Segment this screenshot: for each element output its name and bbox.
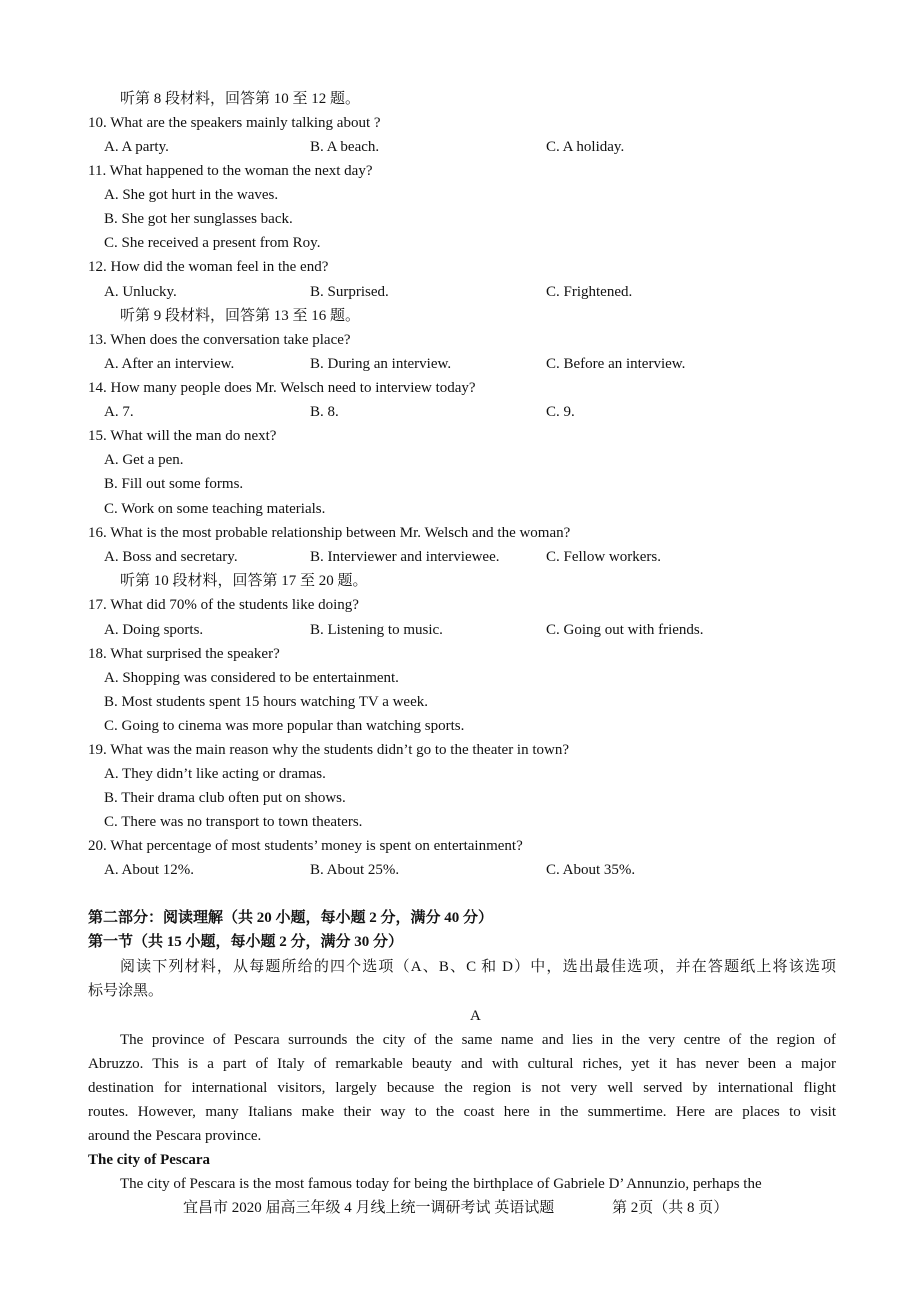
question-13: 13. When does the conversation take place? xyxy=(88,332,351,348)
listening-intro-9: 听第 9 段材料，回答第 13 至 16 题。 xyxy=(120,308,361,324)
option-a: A. After an interview. xyxy=(104,356,235,372)
option-c: C. A holiday. xyxy=(546,139,625,155)
option-a: A. Doing sports. xyxy=(104,622,204,638)
option-b: B. Most students spent 15 hours watching TV a week. xyxy=(104,694,429,710)
option-a: A. Get a pen. xyxy=(104,452,184,468)
option-b: B. During an interview. xyxy=(310,356,452,372)
option-b: B. Fill out some forms. xyxy=(104,476,244,492)
paragraph-line: The province of Pescara surrounds the city of the same name and lies in the very centre of the region of xyxy=(120,1032,836,1048)
paragraph-line: routes. However, many Italians make their way to the coast here in the summertime. Here are places to visit xyxy=(88,1104,836,1120)
option-a: A. A party. xyxy=(104,139,169,155)
option-a: A. 7. xyxy=(104,404,134,420)
option-b: B. A beach. xyxy=(310,139,380,155)
listening-intro-8: 听第 8 段材料，回答第 10 至 12 题。 xyxy=(120,91,361,107)
instruction-line: 阅读下列材料，从每题所给的四个选项（A、B、C 和 D）中，选出最佳选项，并在答题纸上将该选项 xyxy=(120,959,836,975)
option-b: B. She got her sunglasses back. xyxy=(104,211,293,227)
question-10: 10. What are the speakers mainly talking about ? xyxy=(88,115,381,131)
question-16: 16. What is the most probable relationship between Mr. Welsch and the woman? xyxy=(88,525,571,541)
question-18: 18. What surprised the speaker? xyxy=(88,646,280,662)
option-c: C. Work on some teaching materials. xyxy=(104,501,326,517)
option-a: A. Boss and secretary. xyxy=(104,549,238,565)
option-c: C. There was no transport to town theaters. xyxy=(104,814,363,830)
option-a: A. They didn’t like acting or dramas. xyxy=(104,766,326,782)
instruction-line: 标号涂黑。 xyxy=(88,983,164,999)
passage-label: A xyxy=(470,1008,481,1024)
option-a: A. She got hurt in the waves. xyxy=(104,187,279,203)
subheading: The city of Pescara xyxy=(88,1152,211,1168)
option-c: C. About 35%. xyxy=(546,862,636,878)
option-c: C. She received a present from Roy. xyxy=(104,235,321,251)
paragraph-line: around the Pescara province. xyxy=(88,1128,262,1144)
option-b: B. About 25%. xyxy=(310,862,400,878)
paragraph-line: destination for international visitors, largely because the region is not very well served by international flight xyxy=(88,1080,836,1096)
question-19: 19. What was the main reason why the students didn’t go to the theater in town? xyxy=(88,742,570,758)
footer-page-number: 第 2页（共 8 页） xyxy=(612,1200,729,1216)
option-a: A. About 12%. xyxy=(104,862,194,878)
option-b: B. Listening to music. xyxy=(310,622,443,638)
option-b: B. Surprised. xyxy=(310,284,389,300)
option-a: A. Unlucky. xyxy=(104,284,177,300)
option-c: C. Before an interview. xyxy=(546,356,686,372)
footer-exam-title: 宜昌市 2020 届高三年级 4 月线上统一调研考试 英语试题 xyxy=(183,1200,555,1216)
question-17: 17. What did 70% of the students like doing? xyxy=(88,597,359,613)
paragraph-line: Abruzzo. This is a part of Italy of remarkable beauty and with cultural riches, yet it has never been a major xyxy=(88,1056,836,1072)
option-c: C. Fellow workers. xyxy=(546,549,661,565)
option-b: B. Their drama club often put on shows. xyxy=(104,790,346,806)
option-b: B. 8. xyxy=(310,404,339,420)
question-11: 11. What happened to the woman the next day? xyxy=(88,163,373,179)
option-b: B. Interviewer and interviewee. xyxy=(310,549,500,565)
question-20: 20. What percentage of most students’ money is spent on entertainment? xyxy=(88,838,523,854)
option-c: C. 9. xyxy=(546,404,575,420)
section-heading: 第一节（共 15 小题，每小题 2 分，满分 30 分） xyxy=(88,934,404,950)
question-15: 15. What will the man do next? xyxy=(88,428,277,444)
question-14: 14. How many people does Mr. Welsch need to interview today? xyxy=(88,380,476,396)
option-c: C. Going to cinema was more popular than watching sports. xyxy=(104,718,465,734)
option-c: C. Frightened. xyxy=(546,284,633,300)
option-a: A. Shopping was considered to be entertainment. xyxy=(104,670,399,686)
paragraph-line: The city of Pescara is the most famous today for being the birthplace of Gabriele D’ Annunzio, perhaps the xyxy=(120,1176,762,1192)
part-heading: 第二部分：阅读理解（共 20 小题，每小题 2 分，满分 40 分） xyxy=(88,910,494,926)
option-c: C. Going out with friends. xyxy=(546,622,704,638)
listening-intro-10: 听第 10 段材料，回答第 17 至 20 题。 xyxy=(120,573,368,589)
question-12: 12. How did the woman feel in the end? xyxy=(88,259,329,275)
